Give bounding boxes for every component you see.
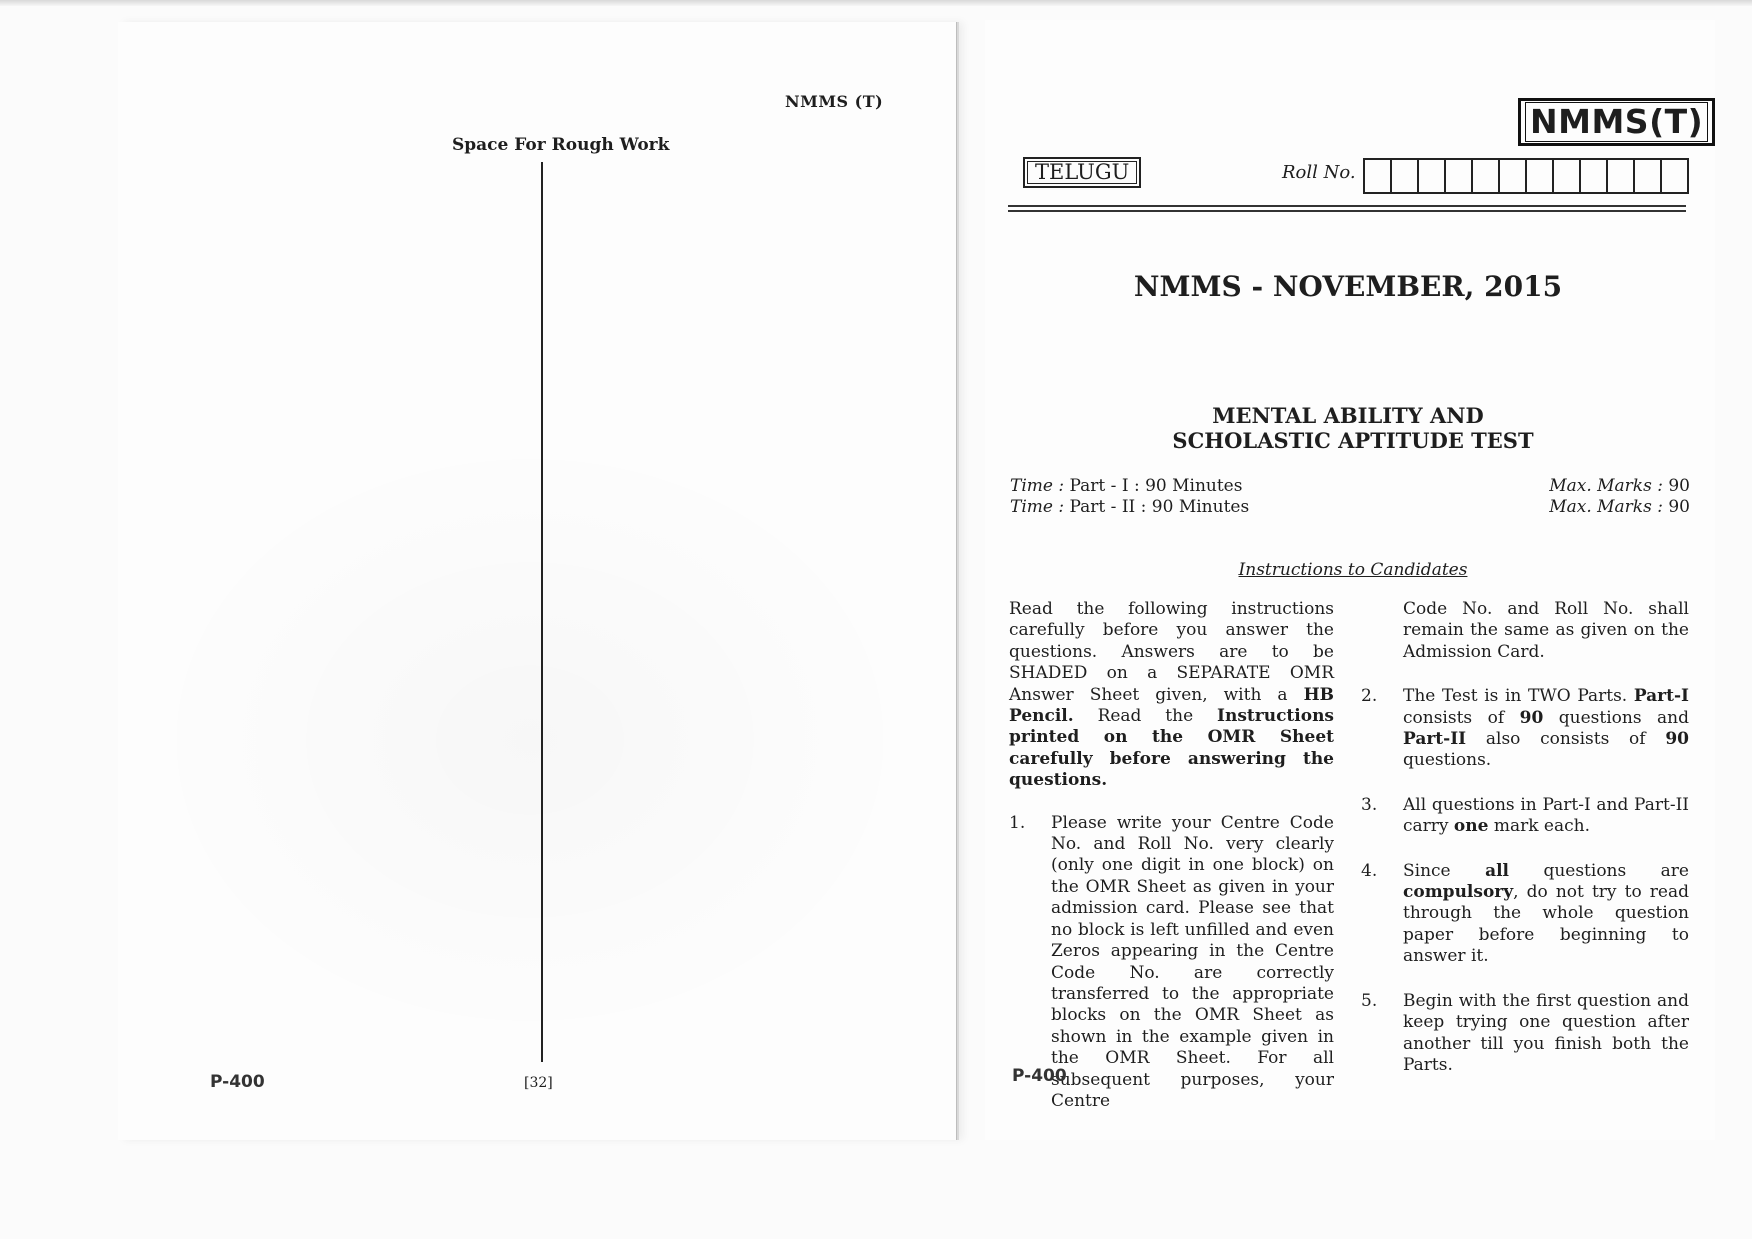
left-paper-code: P-400 bbox=[210, 1072, 265, 1092]
roll-number-label: Roll No. bbox=[1282, 162, 1356, 183]
roll-number-box bbox=[1498, 158, 1527, 194]
item-number: 1. bbox=[1009, 812, 1026, 833]
instructions-heading: Instructions to Candidates bbox=[1238, 560, 1468, 580]
item-text: The Test is in TWO Parts. Part-I consists of 90 questions and Part-II also consists of 90 questions. bbox=[1403, 686, 1689, 771]
right-paper-code: P-400 bbox=[1012, 1066, 1067, 1086]
language-box: TELUGU bbox=[1023, 157, 1141, 188]
intro-emphasis: HB Pencil. bbox=[1009, 684, 1334, 727]
instruction-item-5 bbox=[1361, 991, 1689, 1077]
roll-number-box bbox=[1390, 158, 1419, 194]
exam-badge-text: NMMS(T) bbox=[1525, 102, 1708, 142]
instructions-column-left bbox=[1009, 599, 1334, 1112]
roll-number-box bbox=[1579, 158, 1608, 194]
item-number: 2. bbox=[1361, 686, 1378, 707]
item-number: 4. bbox=[1361, 860, 1378, 881]
roll-number-box bbox=[1552, 158, 1581, 194]
header-rule-top bbox=[1008, 205, 1686, 207]
roll-number-box bbox=[1606, 158, 1635, 194]
time-value: Part - I : 90 Minutes bbox=[1069, 476, 1243, 496]
roll-number-box bbox=[1471, 158, 1500, 194]
roll-number-box bbox=[1444, 158, 1473, 194]
instructions-intro bbox=[1009, 599, 1334, 792]
item-text: Since all questions are compulsory, do not try to read through the whole question paper before beginning to answer it. bbox=[1403, 860, 1689, 967]
item-text: Code No. and Roll No. shall remain the same as given on the Admission Card. bbox=[1403, 599, 1689, 662]
instructions-column-right bbox=[1361, 599, 1689, 1076]
intro-text: Read the bbox=[1073, 706, 1218, 727]
test-name-line2: SCHOLASTIC APTITUDE TEST bbox=[1172, 428, 1534, 453]
rough-work-divider bbox=[541, 162, 543, 1062]
exam-title: NMMS - NOVEMBER, 2015 bbox=[1133, 270, 1563, 303]
instruction-item-4 bbox=[1361, 861, 1689, 968]
scan-smudge bbox=[140, 430, 920, 1050]
max-marks-value: 90 bbox=[1668, 476, 1690, 496]
item-text: Please write your Centre Code No. and Roll No. very clearly (only one digit in one block) on the OMR Sheet as given in your admission card. Please see that no block is left unfilled and even Zeros appearing in the Centre Code No. are correctly transferred to the appropriate blocks on the OMR Sheet as shown in the example given in the OMR Sheet. For all subsequent purposes, your Centre bbox=[1051, 812, 1334, 1111]
item-text: Begin with the first question and keep trying one question after another till you finish both the Parts. bbox=[1403, 990, 1689, 1075]
intro-emphasis: Instructions printed on the OMR Sheet carefully before answering the questions. bbox=[1009, 706, 1334, 791]
time-label: Time : bbox=[1010, 497, 1065, 517]
time-value: Part - II : 90 Minutes bbox=[1069, 497, 1250, 517]
instruction-item-3 bbox=[1361, 795, 1689, 838]
left-page-header: NMMS (T) bbox=[785, 92, 884, 111]
roll-number-box bbox=[1633, 158, 1662, 194]
exam-badge bbox=[1518, 98, 1715, 146]
roll-number-box bbox=[1525, 158, 1554, 194]
instruction-item-1-continued bbox=[1361, 599, 1689, 663]
scan-top-edge bbox=[0, 0, 1752, 6]
max-marks-value: 90 bbox=[1668, 497, 1690, 517]
intro-text: Read the following instructions carefully before you answer the questions. Answers are to be SHADED on a SEPARATE OMR Answer Sheet given, with a bbox=[1009, 599, 1334, 705]
left-page-number: [32] bbox=[524, 1075, 553, 1091]
max-marks-label: Max. Marks : bbox=[1549, 497, 1663, 517]
time-row-part2 bbox=[1010, 497, 1690, 517]
item-number: 3. bbox=[1361, 794, 1378, 815]
header-rule-bottom bbox=[1008, 210, 1686, 212]
item-number: 5. bbox=[1361, 990, 1378, 1011]
rough-work-title: Space For Rough Work bbox=[452, 135, 670, 155]
time-label: Time : bbox=[1010, 476, 1065, 496]
item-text: All questions in Part-I and Part-II carry one mark each. bbox=[1403, 794, 1689, 837]
roll-number-box bbox=[1660, 158, 1689, 194]
time-row-part1 bbox=[1010, 476, 1690, 496]
roll-number-box bbox=[1363, 158, 1392, 194]
max-marks-label: Max. Marks : bbox=[1549, 476, 1663, 496]
roll-number-box bbox=[1417, 158, 1446, 194]
roll-number-boxes bbox=[1365, 158, 1689, 194]
test-name-line1: MENTAL ABILITY AND bbox=[1212, 403, 1484, 428]
instruction-item-2 bbox=[1361, 686, 1689, 772]
